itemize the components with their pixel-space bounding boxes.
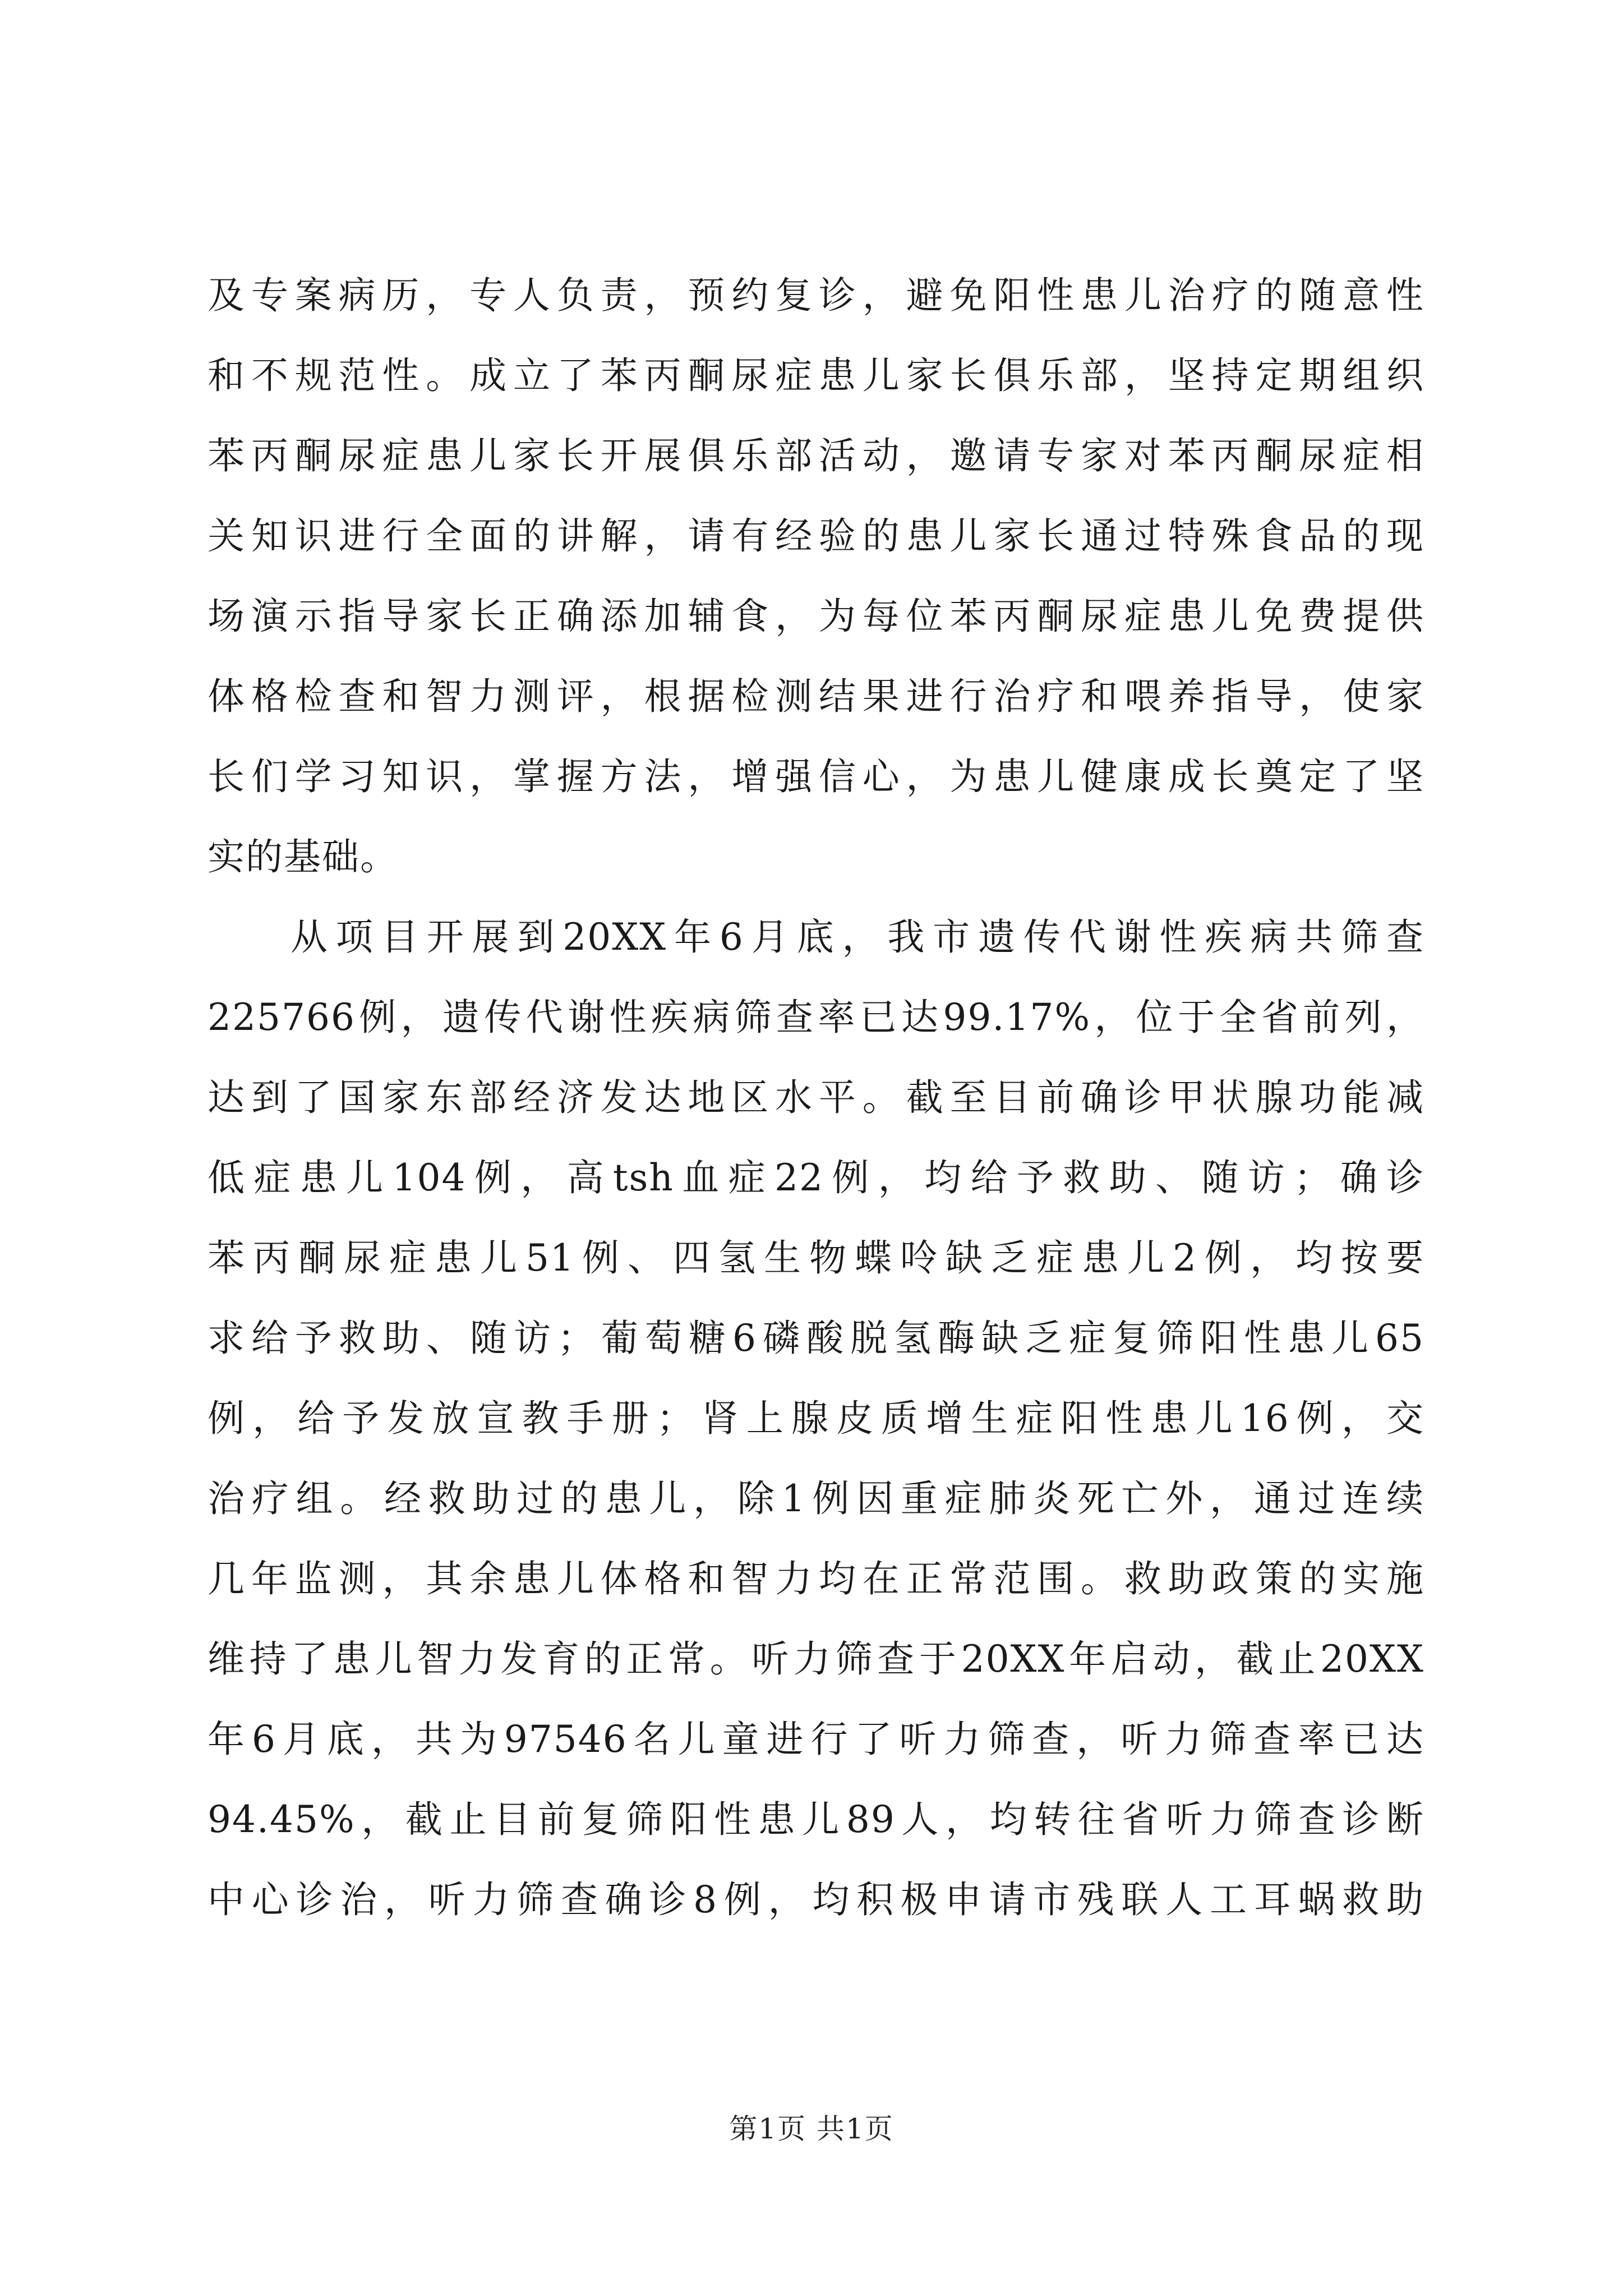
text-line: 治疗组。经救助过的患儿，除1例因重症肺炎死亡外，通过连续 [208,1477,1424,1520]
text-line: 苯丙酮尿症患儿51例、四氢生物蝶呤缺乏症患儿2例，均按要 [208,1236,1424,1280]
text-line: 场演示指导家长正确添加辅食，为每位苯丙酮尿症患儿免费提供 [208,595,1424,638]
text-line: 求给予救助、随访；葡萄糖6磷酸脱氢酶缺乏症复筛阳性患儿65 [208,1317,1424,1360]
text-line: 达到了国家东部经济发达地区水平。截至目前确诊甲状腺功能减 [208,1076,1424,1119]
text-line: 几年监测，其余患儿体格和智力均在正常范围。救助政策的实施 [208,1557,1424,1600]
text-line: 实的基础。 [208,835,398,878]
document-body [208,255,1424,1940]
text-line: 长们学习知识，掌握方法，增强信心，为患儿健康成长奠定了坚 [208,755,1424,798]
text-line: 94.45%，截止目前复筛阳性患儿89人，均转往省听力筛查诊断 [208,1798,1424,1841]
text-line: 年6月底，共为97546名儿童进行了听力筛查，听力筛查率已达 [208,1718,1424,1761]
text-line: 和不规范性。成立了苯丙酮尿症患儿家长俱乐部，坚持定期组织 [208,354,1424,397]
text-line: 维持了患儿智力发育的正常。听力筛查于20XX年启动，截止20XX [208,1637,1424,1681]
text-line: 及专案病历，专人负责，预约复诊，避免阳性患儿治疗的随意性 [208,274,1424,317]
text-line: 中心诊治，听力筛查确诊8例，均积极申请市残联人工耳蜗救助 [208,1878,1424,1921]
text-line: 关知识进行全面的讲解，请有经验的患儿家长通过特殊食品的现 [208,514,1424,558]
text-line: 体格检查和智力测评，根据检测结果进行治疗和喂养指导，使家 [208,675,1424,718]
page-footer: 第1页 共1页 [729,2113,894,2145]
text-line: 苯丙酮尿症患儿家长开展俱乐部活动，邀请专家对苯丙酮尿症相 [208,434,1424,477]
text-line: 低症患儿104例，高tsh血症22例，均给予救助、随访；确诊 [208,1156,1424,1199]
text-line: 例，给予发放宣教手册；肾上腺皮质增生症阳性患儿16例，交 [208,1397,1424,1440]
text-line: 225766例，遗传代谢性疾病筛查率已达99.17%，位于全省前列， [208,996,1424,1039]
paragraph-first-line: 从项目开展到20XX年6月底，我市遗传代谢性疾病共筛查 [291,915,1424,959]
